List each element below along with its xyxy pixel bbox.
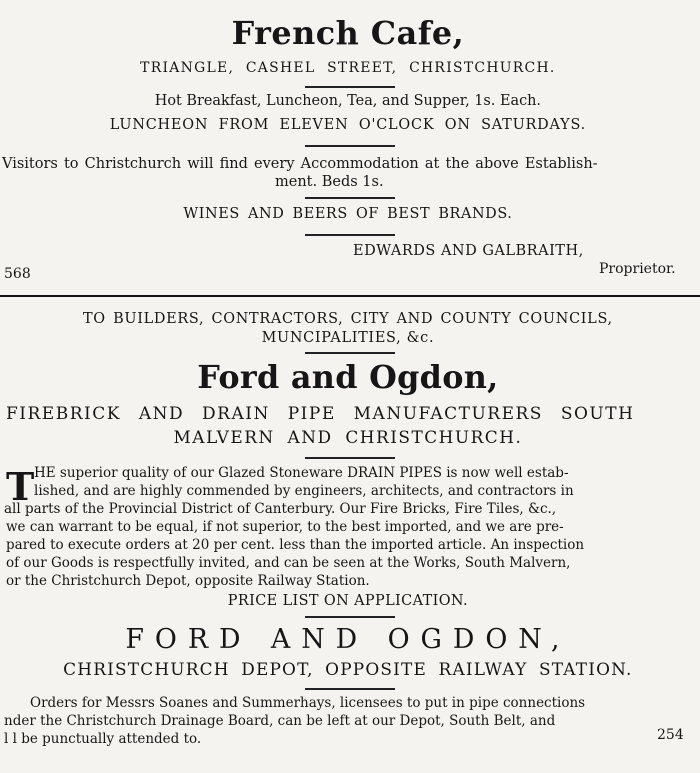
rule-divider [305, 688, 395, 690]
body-text-line: all parts of the Provincial District of Canterbury. Our Fire Bricks, Fire Tiles, &c., [4, 501, 557, 517]
ford-trade-line2: MALVERN AND CHRISTCHURCH. [173, 428, 523, 448]
rule-divider [305, 145, 395, 147]
body-text-line: lished, and are highly commended by engineers, architects, and contractors in [34, 483, 574, 499]
orders-text-line: l l be punctually attended to. [4, 731, 202, 747]
ford-ad-number: 254 [657, 727, 684, 743]
ford-price-list: PRICE LIST ON APPLICATION. [227, 593, 468, 609]
rule-divider [305, 457, 395, 459]
advert-divider [0, 295, 700, 297]
drop-cap-letter: T [6, 464, 35, 509]
rule-divider [305, 234, 395, 236]
cafe-luncheon: LUNCHEON FROM ELEVEN O'CLOCK ON SATURDAYS. [109, 117, 586, 133]
ford-name-spaced: FORD AND OGDON, [125, 624, 571, 655]
body-text-line: or the Christchurch Depot, opposite Railway Station. [6, 573, 370, 589]
orders-text-line: Orders for Messrs Soanes and Summerhays, licensees to put in pipe connections [30, 695, 586, 711]
cafe-title: French Cafe, [231, 14, 465, 52]
ford-title: Ford and Ogdon, [197, 358, 499, 396]
ford-audience-line1: TO BUILDERS, CONTRACTORS, CITY AND COUNTY COUNCILS, [82, 311, 613, 327]
ford-depot: CHRISTCHURCH DEPOT, OPPOSITE RAILWAY STATION. [63, 660, 633, 680]
orders-text-line: nder the Christchurch Drainage Board, can be left at our Depot, South Belt, and [4, 713, 556, 729]
ford-trade-line1: FIREBRICK AND DRAIN PIPE MANUFACTURERS SOUTH [6, 404, 635, 424]
cafe-proprietors: EDWARDS AND GALBRAITH, [353, 243, 584, 259]
cafe-visitors-line1: Visitors to Christchurch will find every Accommodation at the above Establish- [2, 156, 598, 172]
body-text-line: HE superior quality of our Glazed Stoneware DRAIN PIPES is now well estab- [34, 465, 569, 481]
cafe-ad-number: 568 [4, 266, 31, 282]
rule-divider [305, 197, 395, 199]
rule-divider [305, 352, 395, 354]
cafe-wines: WINES AND BEERS OF BEST BRANDS. [183, 206, 513, 222]
body-text-line: of our Goods is respectfully invited, and can be seen at the Works, South Malvern, [6, 555, 571, 571]
rule-divider [305, 86, 395, 88]
cafe-proprietor-label: Proprietor. [599, 261, 676, 277]
body-text-line: pared to execute orders at 20 per cent. less than the imported article. An inspection [6, 537, 585, 553]
cafe-visitors-line2: ment. Beds 1s. [275, 174, 384, 190]
cafe-meals: Hot Breakfast, Luncheon, Tea, and Supper, 1s. Each. [154, 93, 542, 109]
cafe-address: TRIANGLE, CASHEL STREET, CHRISTCHURCH. [140, 60, 556, 76]
body-text-line: we can warrant to be equal, if not superior, to the best imported, and we are pre- [6, 519, 564, 535]
rule-divider [305, 616, 395, 618]
ford-audience-line2: MUNCIPALITIES, &c. [261, 330, 435, 346]
